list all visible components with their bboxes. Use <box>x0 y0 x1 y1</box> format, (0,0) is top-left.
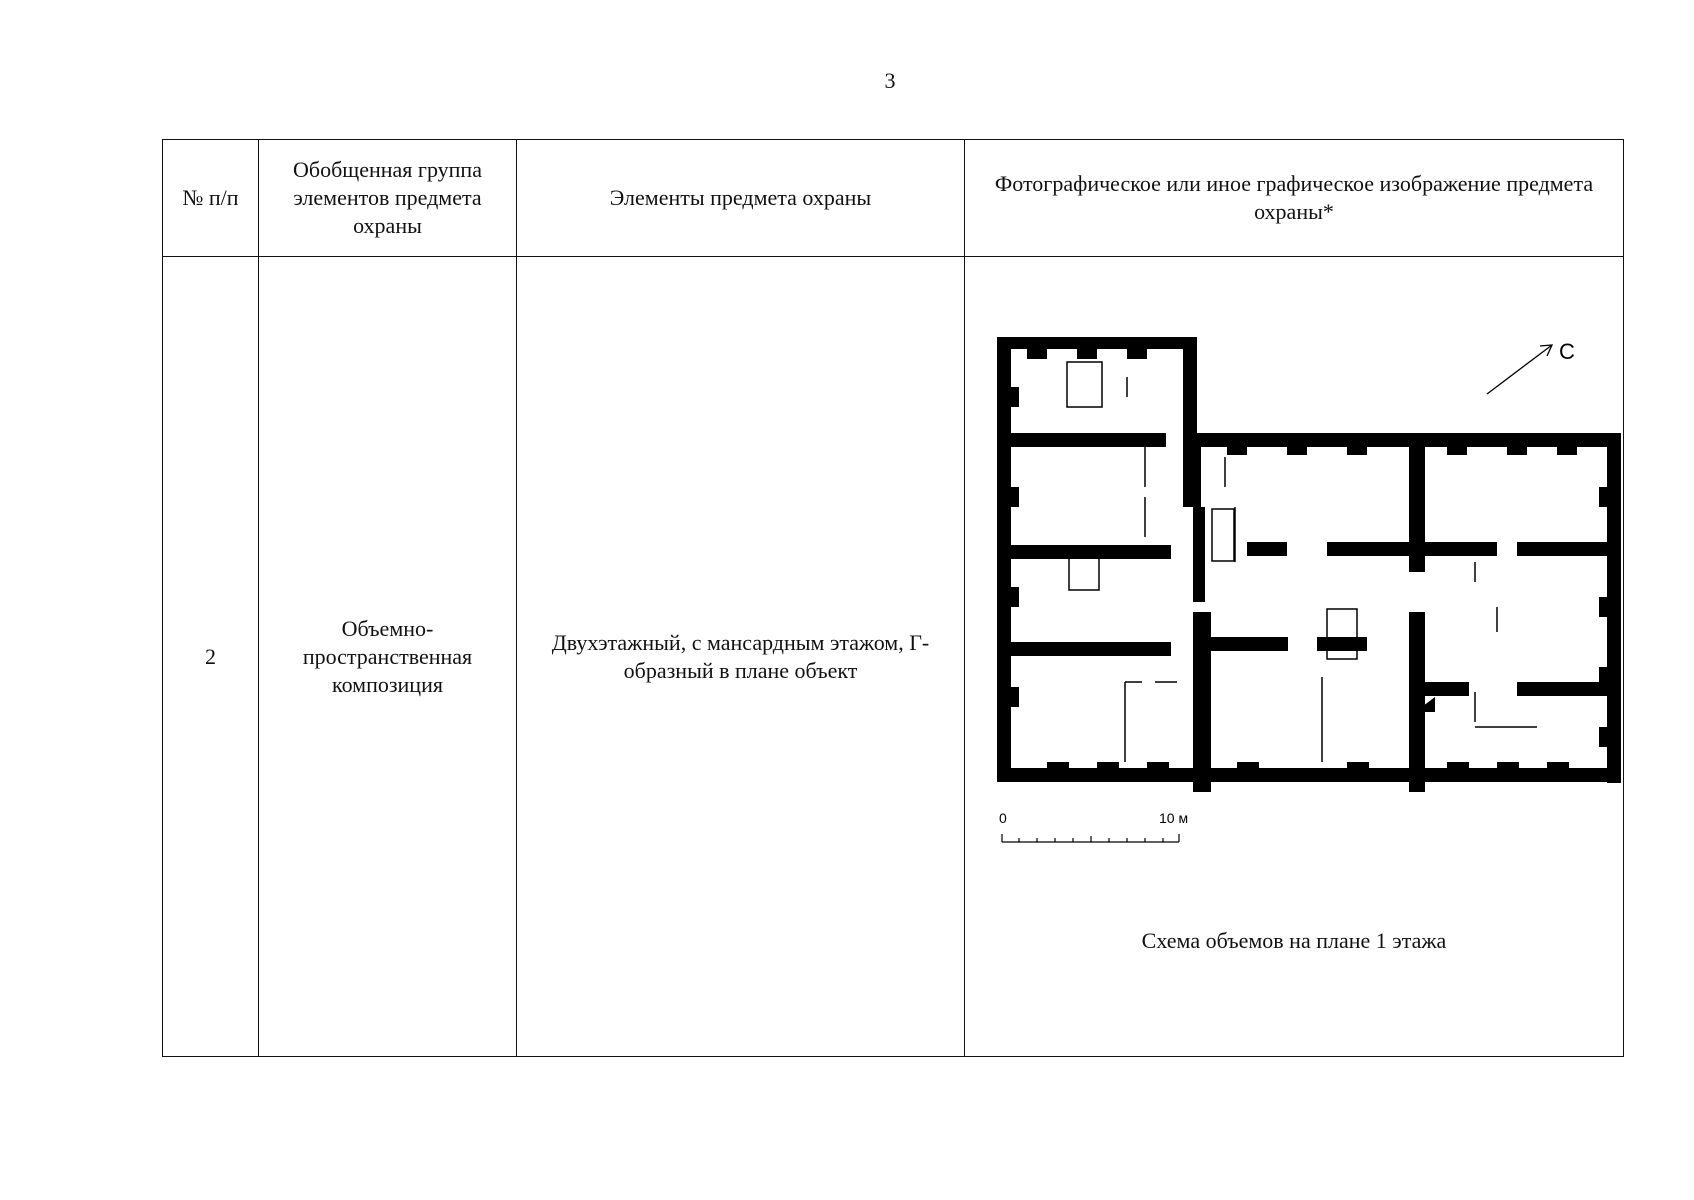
scale-start-label: 0 <box>999 810 1007 826</box>
image-caption: Схема объемов на плане 1 этажа <box>1141 928 1447 953</box>
north-label: С <box>1559 339 1575 364</box>
scale-end-label: 10 м <box>1159 810 1189 826</box>
row-elements: Двухэтажный, с мансардным этажом, Г-образный в плане объект <box>517 257 965 1057</box>
row-number: 2 <box>163 257 259 1057</box>
scale-bar <box>1002 834 1179 842</box>
floor-plan <box>997 337 1622 897</box>
header-group: Обобщенная группа элементов предмета охраны <box>259 140 517 257</box>
page-number: 3 <box>884 68 896 93</box>
row-image-cell <box>965 257 1624 1057</box>
header-image: Фотографическое или иное графическое изображение предмета охраны* <box>965 140 1624 257</box>
row-group: Объемно-пространственная композиция <box>259 257 517 1057</box>
protection-table <box>162 139 1624 1057</box>
header-elements: Элементы предмета охраны <box>517 140 965 257</box>
header-number: № п/п <box>163 140 259 257</box>
table-row <box>163 257 1624 1057</box>
table-header-row <box>163 140 1624 257</box>
